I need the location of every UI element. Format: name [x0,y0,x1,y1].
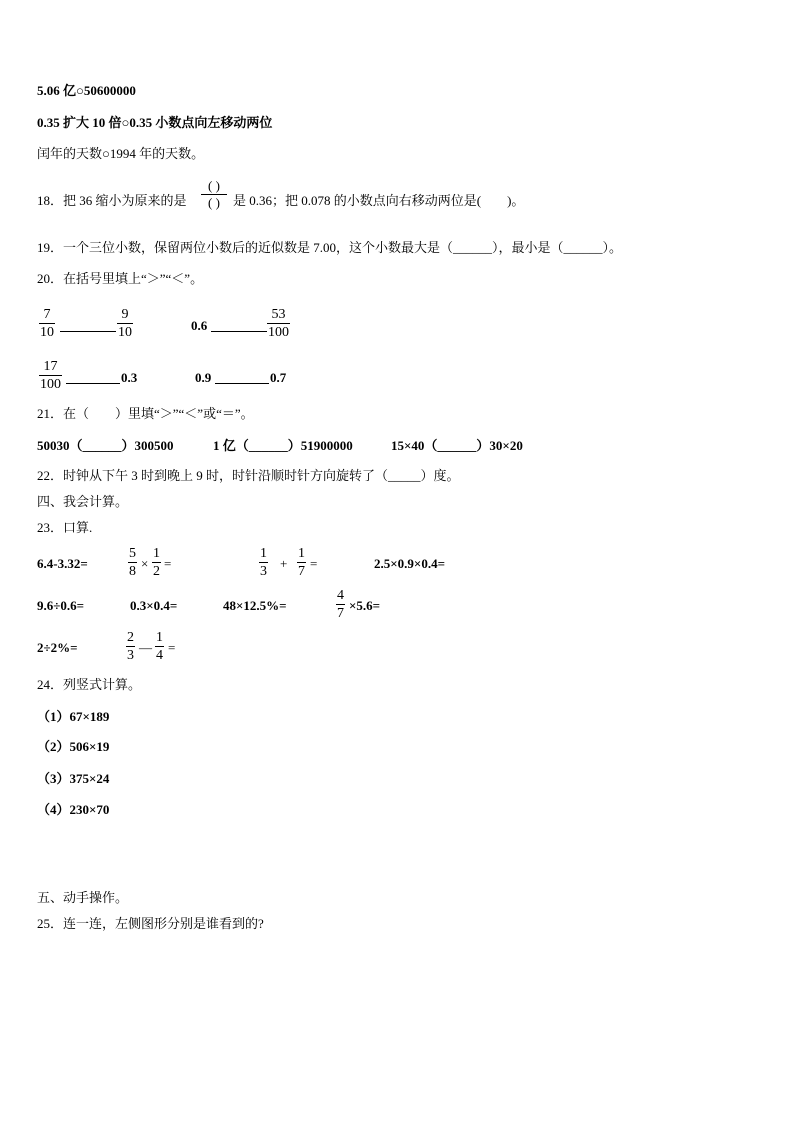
denominator: 10 [40,325,54,340]
compare-item-2: 0.35 扩大 10 倍○0.35 小数点向左移动两位 [37,115,273,130]
q20-fraction-9-10 [117,306,133,341]
plus-operator: + [280,556,288,571]
q20-value-0.9: 0.9 [195,370,212,385]
section-4-title: 四、我会计算。 [37,494,129,509]
q20-answer-line-2[interactable] [211,331,267,332]
denominator: 3 [127,648,134,663]
denominator: 100 [40,377,61,392]
numerator: 5 [129,546,136,561]
numerator: 1 [153,546,160,561]
q19-text: 19．一个三位小数，保留两位小数后的近似数是 7.00，这个小数最大是（______），最小是（______）。 [37,240,623,255]
numerator: 9 [117,306,133,324]
q24-item-2: （2）506×19 [37,739,110,754]
q18-prefix: 18．把 36 缩小为原来的是 [37,193,187,208]
equals-sign: = [164,556,172,571]
q23-expr-9: 2÷2%= [37,640,78,655]
q23-fraction-4-7 [336,587,345,622]
q23-fraction-2-3 [126,629,135,664]
section-5-title: 五、动手操作。 [37,890,129,905]
denominator: 10 [118,325,132,340]
q25-text: 25．连一连，左侧图形分别是谁看到的? [37,916,264,931]
q24-item-1: （1）67×189 [37,709,110,724]
q20-answer-line-4[interactable] [215,383,269,384]
q20-fraction-17-100 [39,358,62,393]
equals-sign: = [310,556,318,571]
minus-operator: — [139,640,152,655]
q23-fraction-1-4 [155,629,164,664]
q18-blank-denominator[interactable]: ( ) [208,195,220,210]
q23-fraction-1-2 [152,545,161,580]
q20-title: 20．在括号里填上“＞”“＜”。 [37,271,204,286]
numerator: 2 [127,630,134,645]
q20-fraction-53-100 [267,306,290,341]
q20-value-0.7: 0.7 [270,370,287,385]
denominator: 4 [156,648,163,663]
q21-item-a: 50030（______）300500 [37,438,174,453]
q18-suffix: 是 0.36；把 0.078 的小数点向右移动两位是( )。 [233,193,525,208]
denominator: 8 [129,564,136,579]
q23-expr-5: 9.6÷0.6= [37,598,85,613]
q20-answer-line-3[interactable] [66,383,120,384]
q23-title: 23．口算. [37,520,93,535]
denominator: 7 [337,606,344,621]
compare-item-3: 闰年的天数○1994 年的天数。 [37,146,205,161]
q20-value-0.3: 0.3 [121,370,138,385]
numerator: 17 [39,358,62,376]
numerator: 1 [156,630,163,645]
numerator: 53 [267,306,290,324]
q23-expr-7: 48×12.5%= [223,598,287,613]
numerator: 1 [260,546,267,561]
times-operator: × [141,556,149,571]
numerator: 4 [337,588,344,603]
numerator: 1 [298,546,305,561]
q23-expr-4: 2.5×0.9×0.4= [374,556,445,571]
q20-value-0.6: 0.6 [191,318,208,333]
q21-item-b: 1 亿（______）51900000 [213,438,353,453]
q23-fraction-1-3 [259,545,268,580]
q18-blank-fraction[interactable] [201,178,227,211]
q24-title: 24．列竖式计算。 [37,677,142,692]
q21-title: 21．在（ ）里填“＞”“＜”或“＝”。 [37,406,254,421]
q21-item-c: 15×40（______）30×20 [391,438,523,453]
compare-item-1: 5.06 亿○50600000 [37,83,136,98]
q24-item-3: （3）375×24 [37,771,110,786]
equals-sign: = [168,640,176,655]
q20-answer-line-1[interactable] [60,331,116,332]
q23-expr-6: 0.3×0.4= [130,598,178,613]
q24-item-4: （4）230×70 [37,802,110,817]
q23-expr-1: 6.4-3.32= [37,556,88,571]
q18-blank-numerator[interactable]: ( ) [201,178,227,195]
denominator: 7 [298,564,305,579]
q23-fraction-5-8 [128,545,137,580]
numerator: 7 [39,306,55,324]
denominator: 100 [268,325,289,340]
q23-expr-8-tail: ×5.6= [349,598,381,613]
denominator: 2 [153,564,160,579]
denominator: 3 [260,564,267,579]
q20-fraction-7-10 [39,306,55,341]
q22-text: 22．时钟从下午 3 时到晚上 9 时，时针沿顺时针方向旋转了（_____）度。 [37,468,460,483]
q23-fraction-1-7 [297,545,306,580]
